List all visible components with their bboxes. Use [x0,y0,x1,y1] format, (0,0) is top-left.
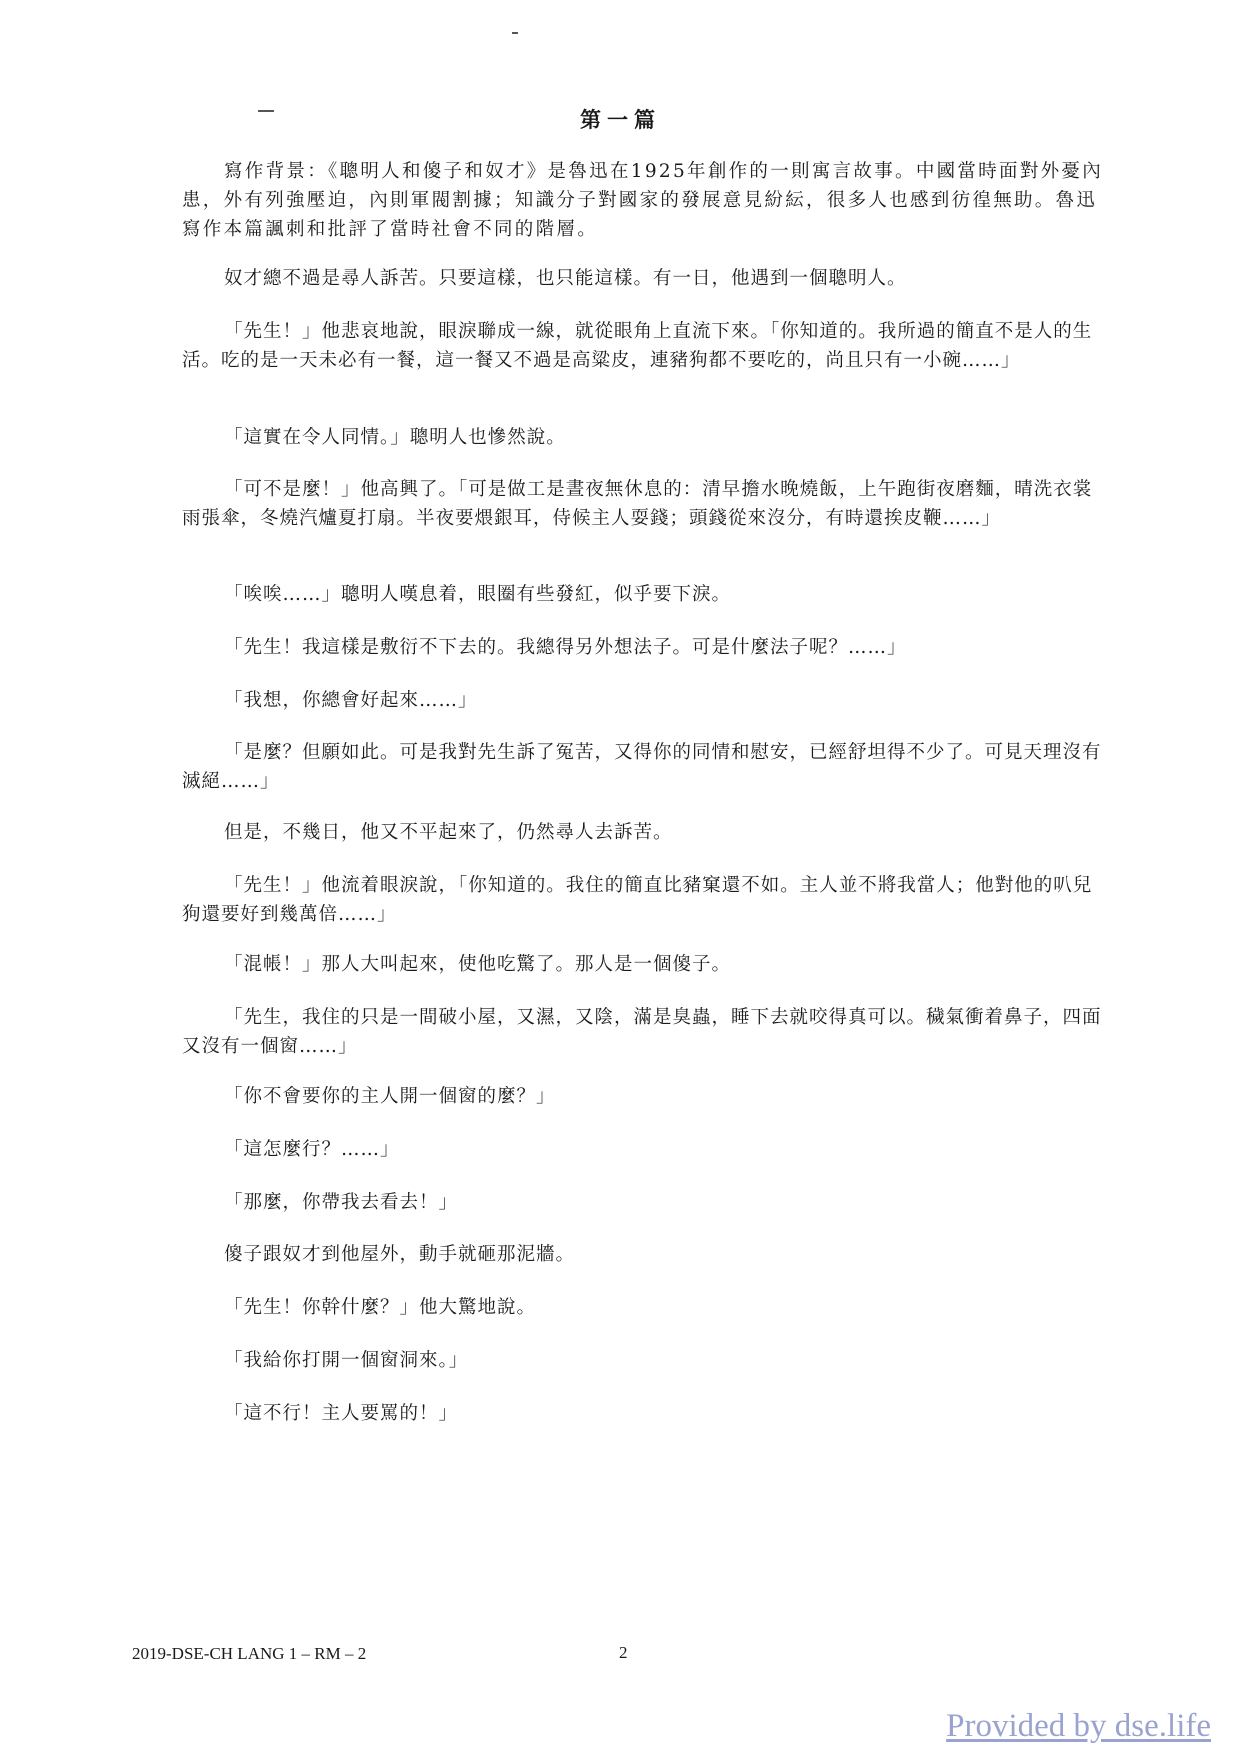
scan-speck [258,110,274,112]
paragraph: 「先生！我這樣是敷衍不下去的。我總得另外想法子。可是什麼法子呢？……」 [224,637,907,658]
paragraph: 「先生，我住的只是一間破小屋，又濕，又陰，滿是臭蟲，睡下去就咬得真可以。穢氣衝着鼻子，四面又沒有一個窗……」 [182,1007,1102,1057]
paragraph: 「先生！」他悲哀地說，眼淚聯成一線，就從眼角上直流下來。「你知道的。我所過的簡直不是人的生活。吃的是一天未必有一餐，這一餐又不過是高粱皮，連豬狗都不要吃的，尚且只有一小碗……」 [182,321,1093,371]
footer-paper-code: 2019-DSE-CH LANG 1 – RM – 2 [132,1644,367,1663]
paragraph: 「你不會要你的主人開一個窗的麼？」 [224,1086,556,1107]
paragraph: 奴才總不過是尋人訴苦。只要這樣，也只能這樣。有一日，他遇到一個聰明人。 [224,268,907,289]
page-number: 2 [619,1643,628,1662]
paragraph: 傻子跟奴才到他屋外，動手就砸那泥牆。 [224,1244,576,1265]
paragraph: 「這不行！主人要罵的！」 [224,1403,459,1424]
paragraph: 「這怎麼行？……」 [224,1139,400,1160]
paragraph: 「是麼？但願如此。可是我對先生訴了冤苦，又得你的同情和慰安，已經舒坦得不少了。可見天理沒有滅絕……」 [182,742,1102,792]
paragraph: 但是，不幾日，他又不平起來了，仍然尋人去訴苦。 [224,822,673,843]
paragraph: 「先生！」他流着眼淚說，「你知道的。我住的簡直比豬窠還不如。主人並不將我當人；他對他的叭兒狗還要好到幾萬倍……」 [182,875,1093,925]
paragraph: 「我給你打開一個窗洞來。」 [224,1350,469,1371]
paragraph: 「混帳！」那人大叫起來，使他吃驚了。那人是一個傻子。 [224,954,732,975]
watermark-link[interactable]: Provided by dse.life [946,1708,1211,1744]
paragraph: 「先生！你幹什麼？」他大驚地說。 [224,1297,537,1318]
paragraph-background: 寫作背景：《聰明人和傻子和奴才》是魯迅在1925年創作的一則寓言故事。中國當時面對外憂內患，外有列強壓迫，內則軍閥割據；知識分子對國家的發展意見紛紜，很多人也感到彷徨無助。魯迅寫作本篇諷刺和批評了當時社會不同的階層。 [182,161,1104,240]
paragraph: 「我想，你總會好起來……」 [224,690,478,711]
paragraph: 「那麼，你帶我去看去！」 [224,1192,459,1213]
paragraph: 「可不是麼！」他高興了。「可是做工是晝夜無休息的：清早擔水晚燒飯，上午跑街夜磨麵，晴洗衣裳雨張傘，冬燒汽爐夏打扇。半夜要煨銀耳，侍候主人耍錢；頭錢從來沒分，有時還挨皮鞭……」 [182,479,1093,529]
page-title: 第一篇 [580,107,661,132]
paragraph: 「這實在令人同情。」聰明人也慘然說。 [224,427,566,448]
paragraph: 「唉唉……」聰明人嘆息着，眼圈有些發紅，似乎要下淚。 [224,584,732,605]
scan-speck [512,32,518,34]
